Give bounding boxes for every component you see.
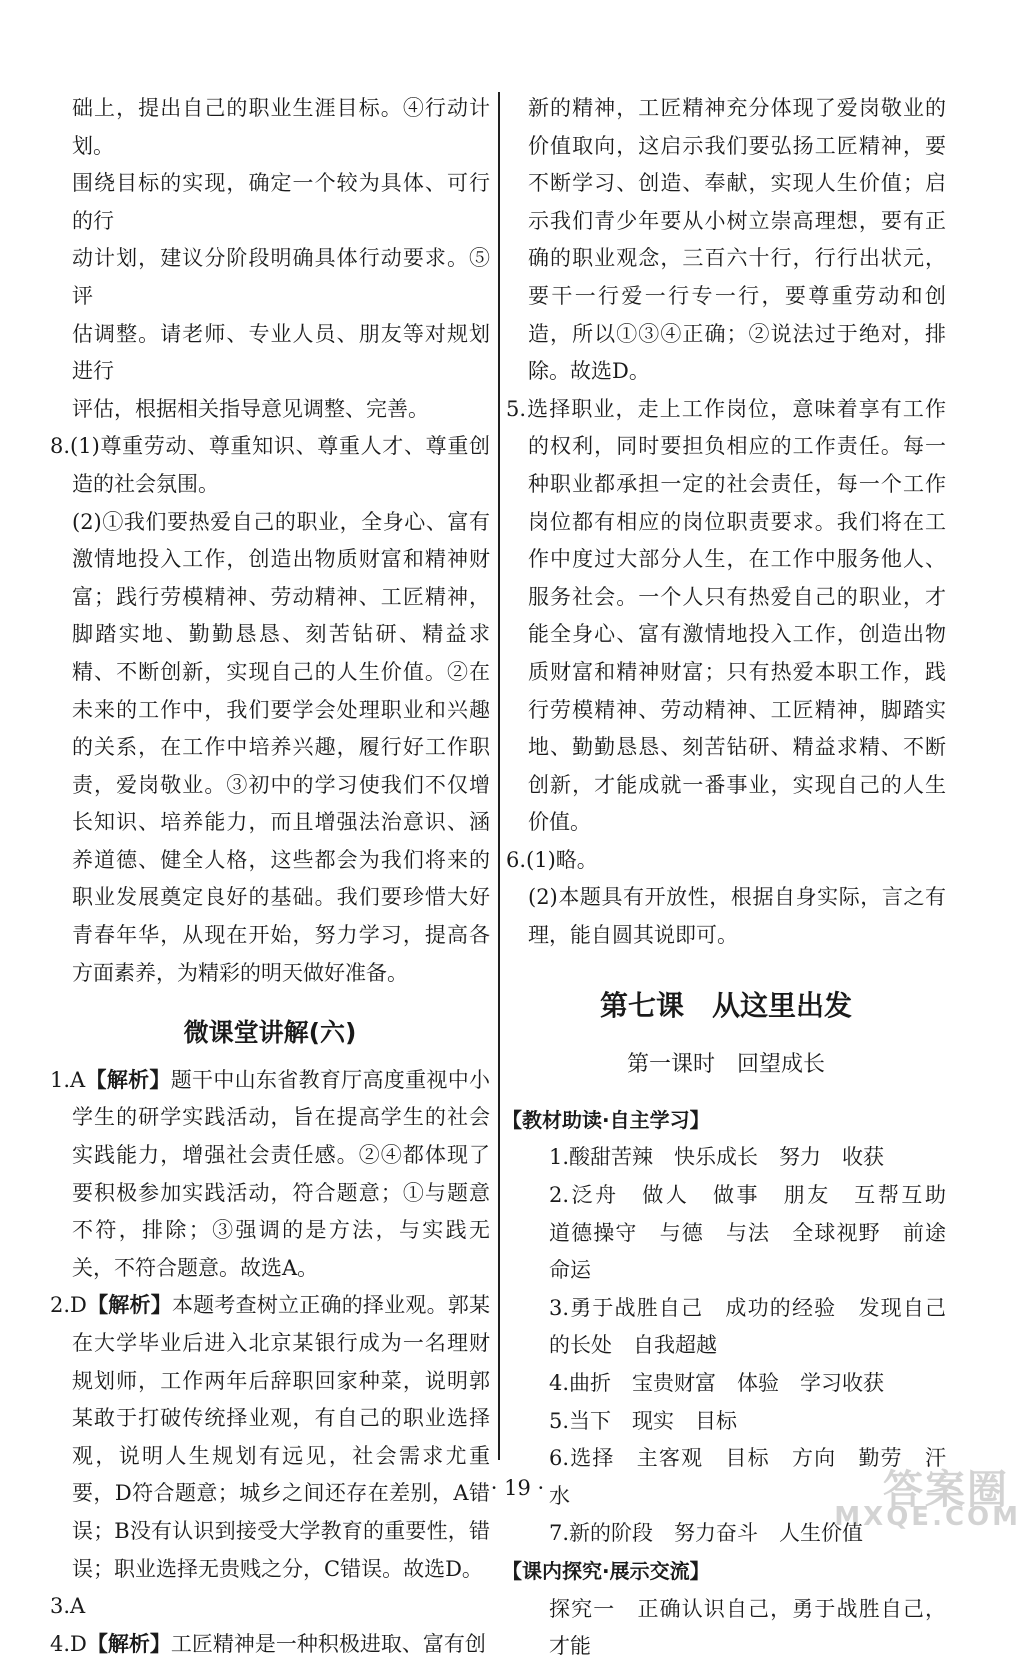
answer-8-part-1: 8.(1)尊重劳动、尊重知识、尊重人才、尊重创造的社会氛围。 [50,434,490,496]
column-divider [498,92,500,1460]
left-column [50,90,490,1663]
analysis-tag: 【解析】 [86,1631,171,1656]
list-item: 5.当下 现实 目标 [549,1408,738,1433]
top-line-1: 础上，提出自己的职业生涯目标。④行动计划。 [72,96,490,158]
watermark-logo [834,1458,1029,1534]
explore-text: 探究一 正确认识自己，勇于战胜自己，才能 [549,1596,946,1659]
answer-6-part-1: 6.(1)略。 [506,847,598,872]
answer-1 [50,1062,490,1288]
watermark-url: MXQE.COM [834,1502,1021,1532]
top-line-3: 动计划，建议分阶段明确具体行动要求。⑤评 [72,246,490,308]
answer-4-continued: 新的精神，工匠精神充分体现了爱岗敬业的价值取向，这启示我们要弘扬工匠精神，要不断学习、创造、奉献，实现人生价值；启示我们青少年要从小树立崇高理想，要有正确的职业观念，三百六十行，行行出状元，要干一行爱一行专一行，要尊重劳动和创造，所以①③④正确；②说法过于绝对，排除。故选D。 [528,96,946,384]
list-item: 2.泛舟 做人 做事 朋友 互帮互助 道德操守 与德 与法 全球视野 前途命运 [549,1183,967,1283]
answer-4-number: 4.D [50,1631,87,1656]
top-line-2: 围绕目标的实现，确定一个较为具体、可行的行 [72,171,490,233]
answer-2 [50,1287,490,1588]
right-column [502,90,967,1666]
answer-2-text: 本题考查树立正确的择业观。郭某在大学毕业后进入北京某银行成为一名理财规划师，工作两年后辞职回家种菜，说明郭某敢于打破传统择业观，有自己的职业选择观，说明人生规划有远见，社会需求尤重要，D符合题意；城乡之间还存在差别，A错误；B没有认识到接受大学教育的重要性，错误；职业选择无贵贱之分，C错误。故选D。 [72,1293,491,1581]
answer-1-text: 题干中山东省教育厅高度重视中小学生的研学实践活动，旨在提高学生的社会实践能力，增强社会责任感。②④都体现了要积极参加实践活动，符合题意；①与题意不符，排除；③强调的是方法，与实践无关，不符合题意。故选A。 [72,1067,491,1280]
answer-4-text: 工匠精神是一种积极进取、富有创 [170,1631,486,1656]
page-number: · 19 · [490,1476,545,1500]
box-heading-explore: 【课内探究·展示交流】 [502,1558,710,1583]
list-item: 1.酸甜苦辣 快乐成长 努力 收获 [549,1145,885,1170]
box-heading-reading: 【教材助读·自主学习】 [502,1107,710,1132]
answer-6-part-2: (2)本题具有开放性，根据自身实际，言之有理，能自圆其说即可。 [528,885,946,948]
top-paragraph [50,90,490,428]
period-title: 第一课时 回望成长 [626,1052,825,1078]
answer-1-number: 1.A [50,1067,86,1092]
top-line-4: 估调整。请老师、专业人员、朋友等对规划进行 [72,321,490,384]
list-item: 3.勇于战胜自己 成功的经验 发现自己的长处 自我超越 [549,1295,946,1358]
answer-8-part-2: (2)①我们要热爱自己的职业，全身心、富有激情地投入工作，创造出物质财富和精神财富；践行劳模精神、劳动精神、工匠精神，脚踏实地、勤勤恳恳、刻苦钻研、精益求精、不断创新，实现自己的人生价值。②在未来的工作中，我们要学会处理职业和兴趣的关系，在工作中培养兴趣，履行好工作职责，爱岗敬业。③初中的学习使我们不仅增长知识、培养能力，而且增强法治意识、涵养道德、健全人格，这些都会为我们将来的职业发展奠定良好的基础。我们要珍惜大好青春年华，从现在开始，努力学习，提高各方面素养，为精彩的明天做好准备。 [72,509,490,985]
answer-5: 5.选择职业，走上工作岗位，意味着享有工作的权利，同时要担负相应的工作责任。每一种职业都承担一定的社会责任，每一个工作岗位都有相应的岗位职责要求。我们将在工作中度过大部分人生，在工作中服务他人、服务社会。一个人只有热爱自己的职业，才能全身心、富有激情地投入工作，创造出物质财富和精神财富；只有热爱本职工作，践行劳模精神、劳动精神、工匠精神，脚踏实地、勤勤恳恳、刻苦钻研、精益求精、不断创新，才能成就一番事业，实现自己的人生价值。 [506,396,946,835]
lesson-title: 第七课 从这里出发 [599,988,852,1022]
watermark-text: 答案圈 [883,1467,1009,1513]
answer-4 [50,1626,490,1664]
top-line-5: 评估，根据相关指导意见调整、完善。 [72,396,429,421]
analysis-tag: 【解析】 [85,1067,171,1092]
answer-2-number: 2.D [50,1293,87,1318]
list-item: 4.曲折 宝贵财富 体验 学习收获 [549,1371,885,1395]
list-item: 7.新的阶段 努力奋斗 人生价值 [549,1521,864,1546]
analysis-tag: 【解析】 [86,1293,172,1318]
answer-3: 3.A [50,1594,86,1619]
section-title: 微课堂讲解(六) [183,1018,357,1048]
list-item: 6.选择 主客观 目标 方向 勤劳 汗水 [549,1446,946,1508]
